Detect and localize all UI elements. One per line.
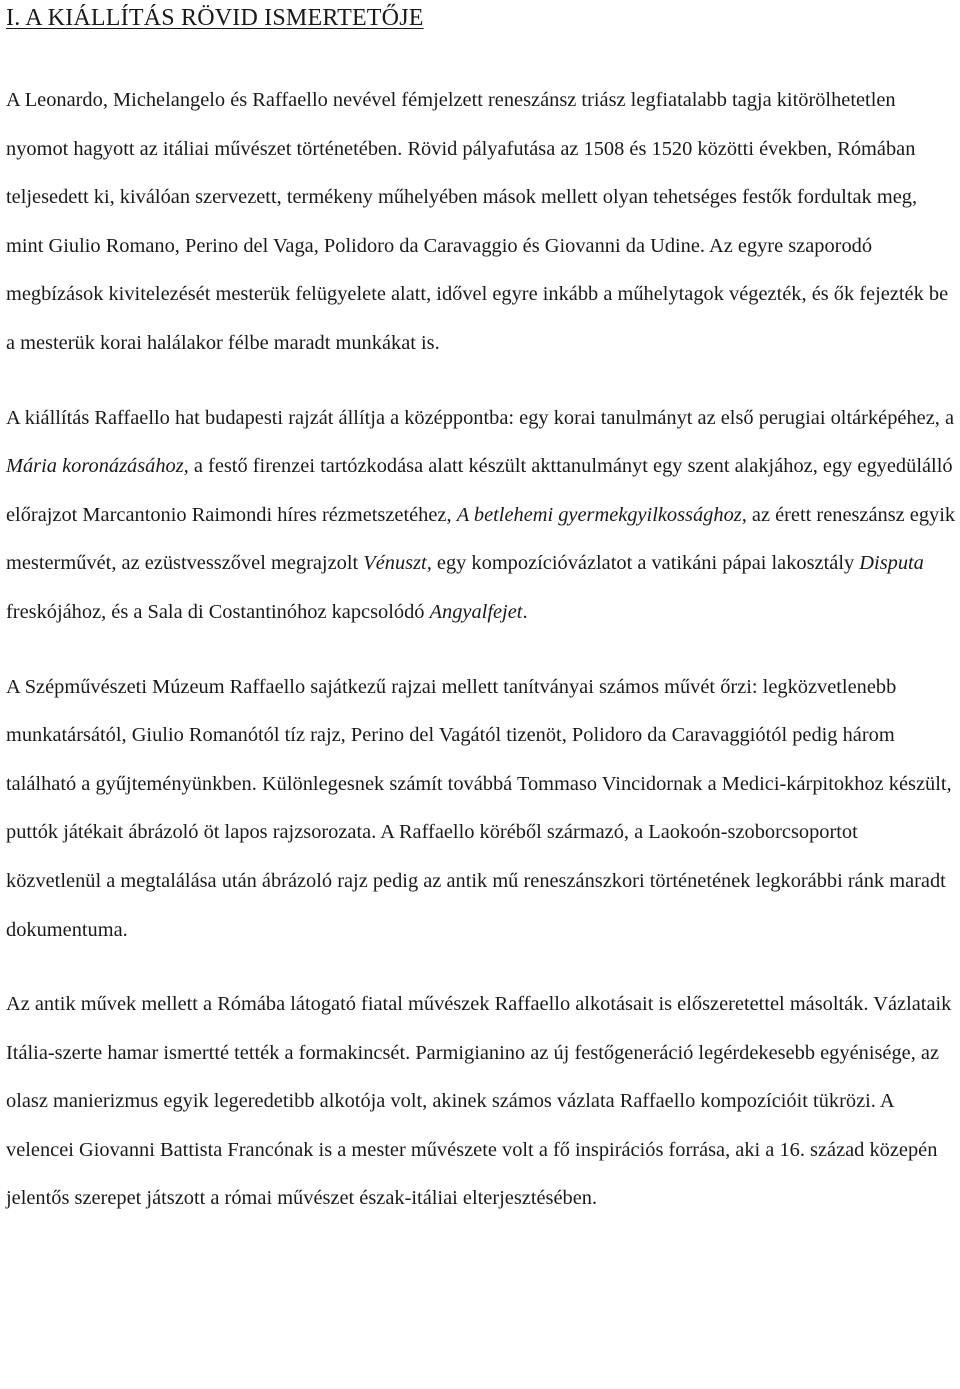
- paragraph-collection: A Szépművészeti Múzeum Raffaello sajátkezű rajzai mellett tanítványai számos művét őrzi: legközvetlenebb munkatársától, Giulio Romanótól tíz rajz, Perino del Vagától tizenöt, Polidoro da Caravaggiótól pedig három található a gyűjteményünkben. Különlegesnek számít továbbá Tommaso Vincidornak a Medici-kárpitokhoz készült, puttók játékait ábrázoló öt lapos rajzsorozata. A Raffaello köréből származó, a Laokoón-szoborcsoportot közvetlenül a megtalálása után ábrázoló rajz pedig az antik mű reneszánszkori történetének legkorábbi ránk maradt dokumentuma.: [6, 675, 952, 941]
- section-heading: I. A KIÁLLÍTÁS RÖVID ISMERTETŐJE: [6, 5, 424, 31]
- document-page: [6, 0, 956, 1223]
- paragraph-influence: Az antik művek mellett a Rómába látogató fiatal művészek Raffaello alkotásait is előszeretettel másolták. Vázlataik Itália-szerte hamar ismertté tették a formakincsét. Parmigianino az új festőgeneráció legérdekesebb egyénisége, az olasz manierizmus egyik legeredetibb alkotója volt, akinek számos vázlata Raffaello kompozícióit tükrözi. A velencei Giovanni Battista Francónak is a mester művészete volt a fő inspirációs forrása, aki a 16. század közepén jelentős szerepet játszott a római művészet észak-itáliai elterjesztésében.: [6, 993, 952, 1210]
- paragraph-text: freskójához, és a Sala di Costantinóhoz kapcsolódó: [6, 600, 430, 623]
- paragraph-intro: A Leonardo, Michelangelo és Raffaello nevével fémjelzett reneszánsz triász legfiatalabb tagja kitörölhetetlen nyomot hagyott az itáliai művészet történetében. Rövid pályafutása az 1508 és 1520 közötti években, Rómában teljesedett ki, kiválóan szervezett, termékeny műhelyében mások mellett olyan tehetséges festők fordultak meg, mint Giulio Romano, Perino del Vaga, Polidoro da Caravaggio és Giovanni da Udine. Az egyre szaporodó megbízások kivitelezését mesterük felügyelete alatt, idővel egyre inkább a műhelytagok végezték, és ők fejezték be a mesterük korai halálakor félbe maradt munkákat is.: [6, 89, 949, 354]
- artwork-title: Disputa: [859, 552, 924, 575]
- paragraph-exhibition: [6, 394, 956, 637]
- paragraph-text: a festő firenzei tartózkodása alatt készült akttanulmányt egy szent alakjához, egy egyedülálló előrajzot Marcantonio Raimondi híres rézmetszetéhez,: [6, 455, 953, 526]
- paragraph-text: egy kompozícióvázlatot a vatikáni pápai lakosztály: [431, 552, 860, 575]
- paragraph-text: A kiállítás Raffaello hat budapesti rajzát állítja a középpontba: egy korai tanulmányt az első perugiai oltárképéhez, a: [6, 406, 954, 429]
- artwork-title: Mária koronázásához,: [6, 455, 189, 478]
- paragraph-text: az érett reneszánsz egyik mesterművét, az ezüstvesszővel megrajzolt: [6, 503, 956, 575]
- artwork-title: A betlehemi gyermekgyilkossághoz,: [456, 503, 747, 526]
- paragraph-text: .: [522, 600, 528, 623]
- artwork-title: Angyalfejet: [429, 600, 523, 623]
- artwork-title: Vénuszt,: [363, 552, 432, 575]
